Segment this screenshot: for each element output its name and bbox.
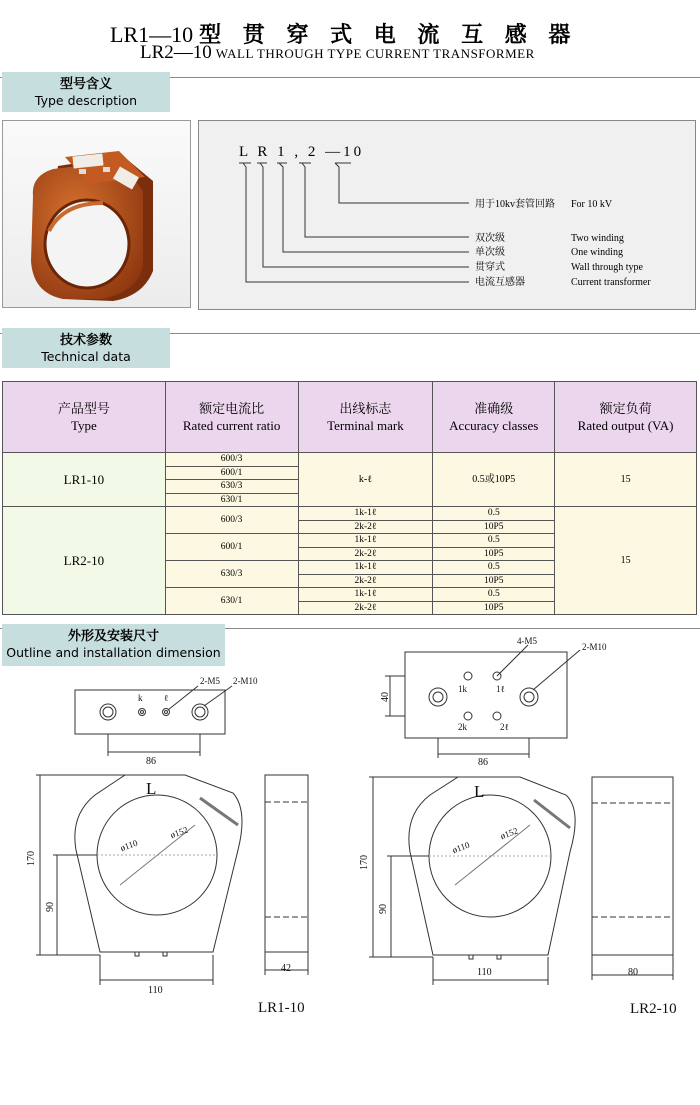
model-lr2: LR2—10	[140, 42, 212, 63]
svg-text:ø110: ø110	[118, 837, 139, 854]
svg-text:ø110: ø110	[450, 839, 471, 856]
ratio-cell: 600/1	[165, 534, 298, 561]
code-item-cn: 单次级	[475, 247, 505, 258]
header-accuracy: 准确级 Accuracy classes	[433, 382, 555, 453]
accuracy-cell: 0.5	[433, 507, 555, 521]
svg-text:90: 90	[378, 904, 389, 914]
svg-text:170: 170	[359, 855, 370, 870]
output-cell: 15	[555, 507, 697, 615]
svg-text:86: 86	[146, 756, 156, 767]
terminal-cell: k-ℓ	[298, 453, 433, 507]
title-line-2	[140, 42, 535, 64]
ratio-cell: 600/3	[165, 453, 298, 467]
title-en: WALL THROUGH TYPE CURRENT TRANSFORMER	[215, 46, 535, 61]
table-row	[3, 507, 697, 521]
mark-k: k	[138, 693, 143, 703]
callout-2-m5: 2-M5	[200, 676, 220, 686]
section-type-description: 型号含义 Type description	[2, 72, 170, 112]
table-row	[3, 453, 697, 467]
header-type: 产品型号 Type	[3, 382, 166, 453]
code-item-en: For 10 kV	[571, 199, 613, 210]
svg-text:110: 110	[148, 985, 163, 996]
code-item-en: Wall through type	[571, 262, 643, 273]
product-photo	[2, 120, 191, 308]
svg-text:110: 110	[477, 967, 492, 978]
svg-text:90: 90	[45, 902, 56, 912]
label-L: L	[146, 779, 157, 798]
svg-text:1ℓ: 1ℓ	[496, 684, 505, 694]
svg-text:2ℓ: 2ℓ	[500, 722, 509, 732]
code-item-en: Two winding	[571, 233, 624, 244]
type-code-diagram	[198, 120, 696, 310]
svg-text:L: L	[474, 782, 485, 801]
code-item-cn: 双次级	[475, 233, 505, 244]
code-item-cn: 用于10kv套管回路	[475, 199, 555, 210]
code-item-cn: 贯穿式	[475, 262, 505, 273]
ratio-cell: 630/1	[165, 493, 298, 507]
code-item-en: Current transformer	[571, 277, 651, 288]
header-output: 额定负荷 Rated output (VA)	[555, 382, 697, 453]
svg-text:80: 80	[628, 967, 638, 978]
svg-text:42: 42	[281, 963, 291, 974]
header-ratio: 额定电流比 Rated current ratio	[165, 382, 298, 453]
mark-l: ℓ	[164, 693, 169, 703]
ratio-cell: 630/1	[165, 588, 298, 615]
callout-2-m10: 2-M10	[582, 642, 607, 652]
svg-text:1k: 1k	[458, 684, 467, 694]
title-cn: 型 贯 穿 式 电 流 互 感 器	[199, 23, 578, 48]
drawing-label-lr1: LR1-10	[258, 1000, 305, 1016]
svg-text:2k: 2k	[458, 722, 467, 732]
svg-text:ø152: ø152	[498, 825, 520, 842]
svg-text:170: 170	[26, 851, 37, 866]
output-cell: 15	[555, 453, 697, 507]
section-technical-data: 技术参数 Technical data	[2, 328, 170, 368]
drawing-label-lr2: LR2-10	[630, 1001, 677, 1017]
svg-text:40: 40	[380, 692, 391, 702]
accuracy-cell: 0.5或10P5	[433, 453, 555, 507]
header-terminal: 出线标志 Terminal mark	[298, 382, 433, 453]
type-code: L R 1 , 2 —10	[239, 144, 365, 160]
technical-data-table: 产品型号 Type 额定电流比 Rated current ratio 出线标志 Terminal mark 准确级 Accuracy classes 额定负荷 Rated output (VA) LR1-10 600/3 k-ℓ 0.5或10P5 15 600/1 630/3 630/1 LR2-10 600/3 1k-1ℓ 0.5 15 2k-2ℓ 10P5 600/1 1k-1ℓ 0.5 2k-2ℓ 10P5 630/3 1k-1ℓ 0.5 2k-2ℓ 10P5 630/1 1k-1ℓ 0.5 2k-2ℓ 10P5	[2, 381, 697, 615]
svg-text:86: 86	[478, 757, 488, 768]
outline-drawing	[0, 630, 700, 1090]
section-outline: 外形及安装尺寸 Outline and installation dimension	[2, 624, 225, 666]
table-header-row	[3, 382, 697, 453]
ratio-cell: 630/3	[165, 561, 298, 588]
callout-4-m5: 4-M5	[517, 636, 537, 646]
callout-2-m10: 2-M10	[233, 676, 258, 686]
ratio-cell: 600/1	[165, 466, 298, 480]
ratio-cell: 630/3	[165, 480, 298, 494]
code-item-en: One winding	[571, 247, 623, 258]
terminal-cell: 1k-1ℓ	[298, 507, 433, 521]
model-lr1: LR1—10	[110, 22, 194, 47]
code-item-cn: 电流互感器	[475, 277, 525, 288]
svg-text:ø152: ø152	[168, 824, 190, 841]
ratio-cell: 600/3	[165, 507, 298, 534]
type-cell: LR2-10	[3, 507, 166, 615]
type-cell: LR1-10	[3, 453, 166, 507]
